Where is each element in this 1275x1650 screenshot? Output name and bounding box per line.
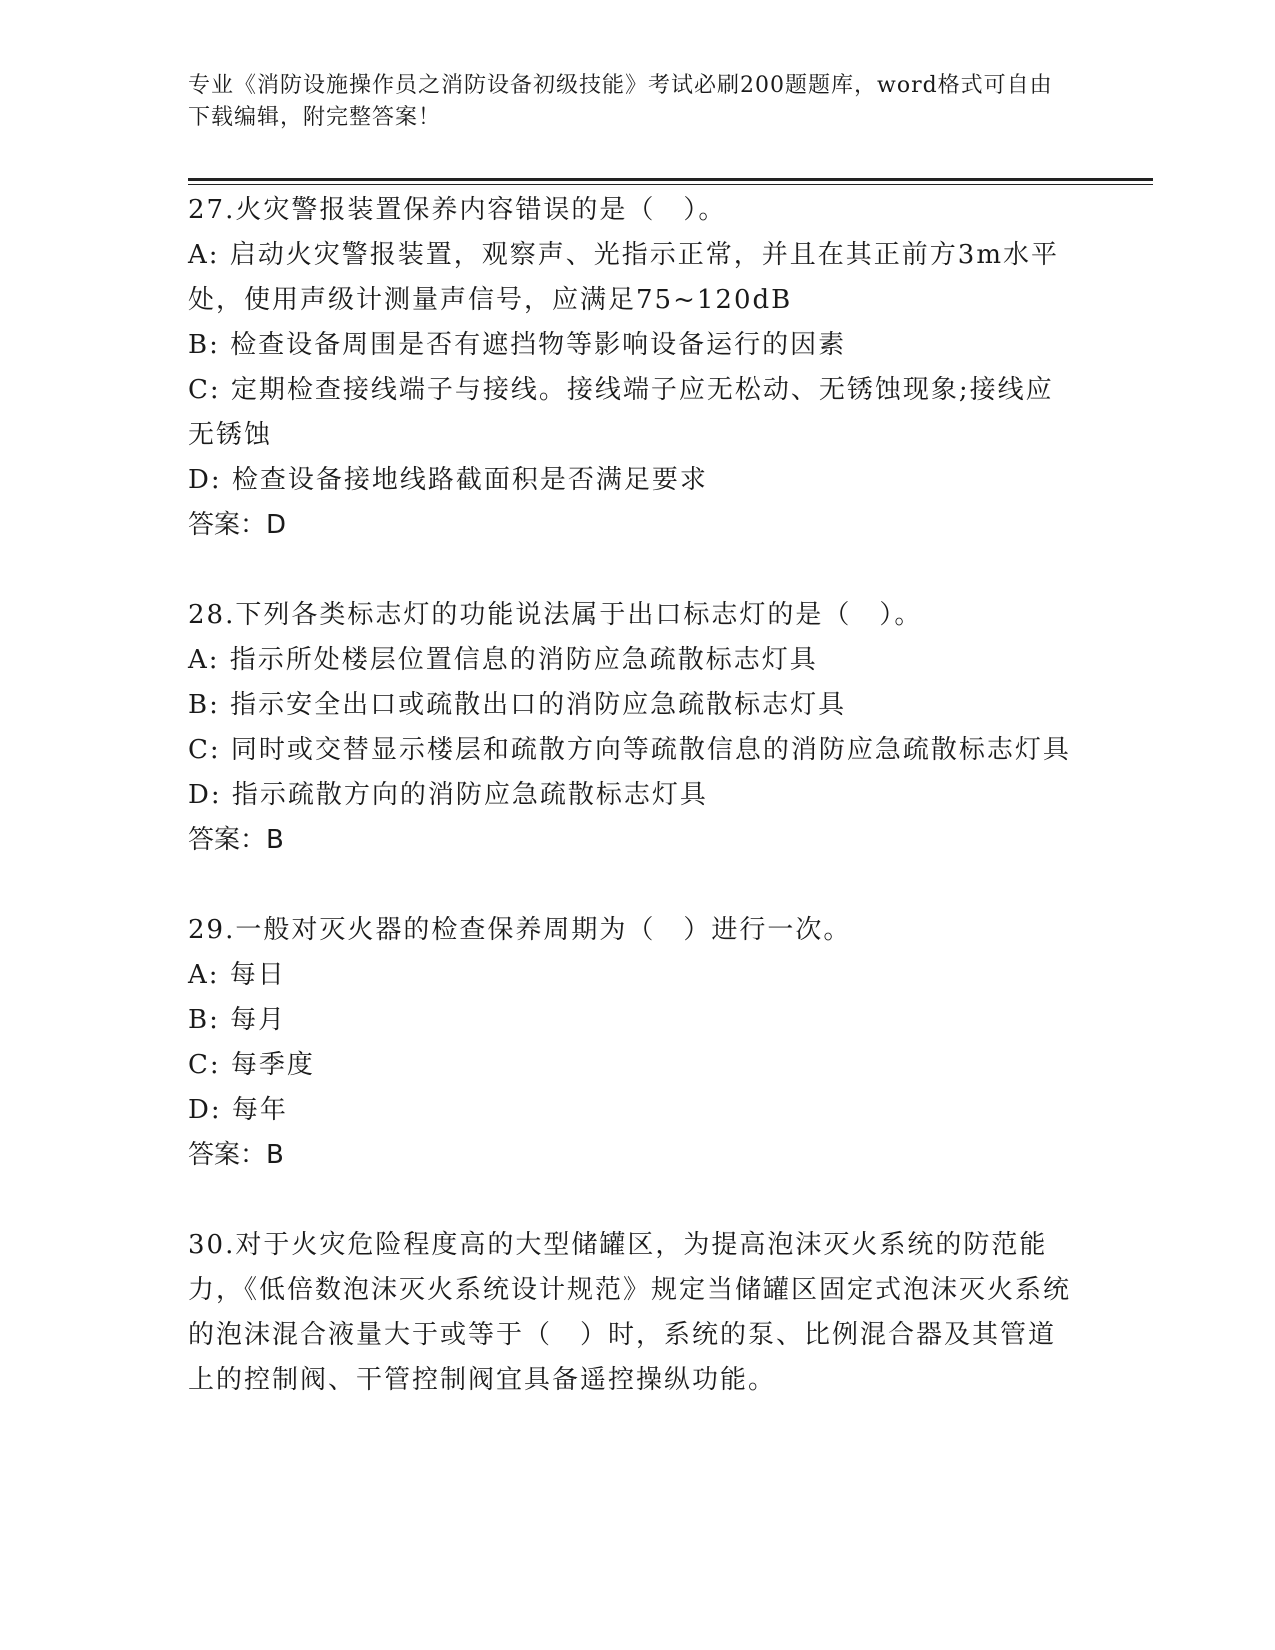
option-a: A: 每日 xyxy=(188,960,286,990)
question-30 xyxy=(188,1223,1078,1403)
question-29 xyxy=(188,908,1078,1178)
question-list xyxy=(188,188,1078,1448)
option-d: D: 指示疏散方向的消防应急疏散标志灯具 xyxy=(188,780,708,810)
option-c: C: 每季度 xyxy=(188,1050,315,1080)
option-a: A: 指示所处楼层位置信息的消防应急疏散标志灯具 xyxy=(188,645,818,675)
question-stem: 30.对于火灾危险程度高的大型储罐区，为提高泡沫灭火系统的防范能力，《低倍数泡沫灭火系统设计规范》规定当储罐区固定式泡沫灭火系统的泡沫混合液量大于或等于（ ）时，系统的泵、比例混合器及其管道上的控制阀、干管控制阀宜具备遥控操纵功能。 xyxy=(188,1230,1072,1395)
question-27 xyxy=(188,188,1078,548)
question-stem: 29.一般对灭火器的检查保养周期为（ ）进行一次。 xyxy=(188,915,852,945)
answer-label: 答案：B xyxy=(188,825,284,855)
option-b: B: 指示安全出口或疏散出口的消防应急疏散标志灯具 xyxy=(188,690,847,720)
header-divider-thick xyxy=(188,178,1153,181)
question-stem: 28.下列各类标志灯的功能说法属于出口标志灯的是（ ）。 xyxy=(188,600,923,630)
answer-label: 答案：B xyxy=(188,1140,284,1170)
question-28 xyxy=(188,593,1078,863)
option-b: B: 检查设备周围是否有遮挡物等影响设备运行的因素 xyxy=(188,330,847,360)
option-d: D: 每年 xyxy=(188,1095,288,1125)
option-d: D: 检查设备接地线路截面积是否满足要求 xyxy=(188,465,708,495)
option-b: B: 每月 xyxy=(188,1005,287,1035)
option-a: A: 启动火灾警报装置，观察声、光指示正常，并且在其正前方3m水平处，使用声级计测量声信号，应满足75~120dB xyxy=(188,240,1059,315)
header-divider-thin xyxy=(188,184,1153,185)
option-c: C: 同时或交替显示楼层和疏散方向等疏散信息的消防应急疏散标志灯具 xyxy=(188,735,1071,765)
option-c: C: 定期检查接线端子与接线。接线端子应无松动、无锈蚀现象;接线应无锈蚀 xyxy=(188,375,1054,450)
document-header: 专业《消防设施操作员之消防设备初级技能》考试必刷200题题库，word格式可自由下载编辑，附完整答案！ xyxy=(188,73,1053,130)
question-stem: 27.火灾警报装置保养内容错误的是（ ）。 xyxy=(188,195,727,225)
answer-label: 答案：D xyxy=(188,510,287,540)
